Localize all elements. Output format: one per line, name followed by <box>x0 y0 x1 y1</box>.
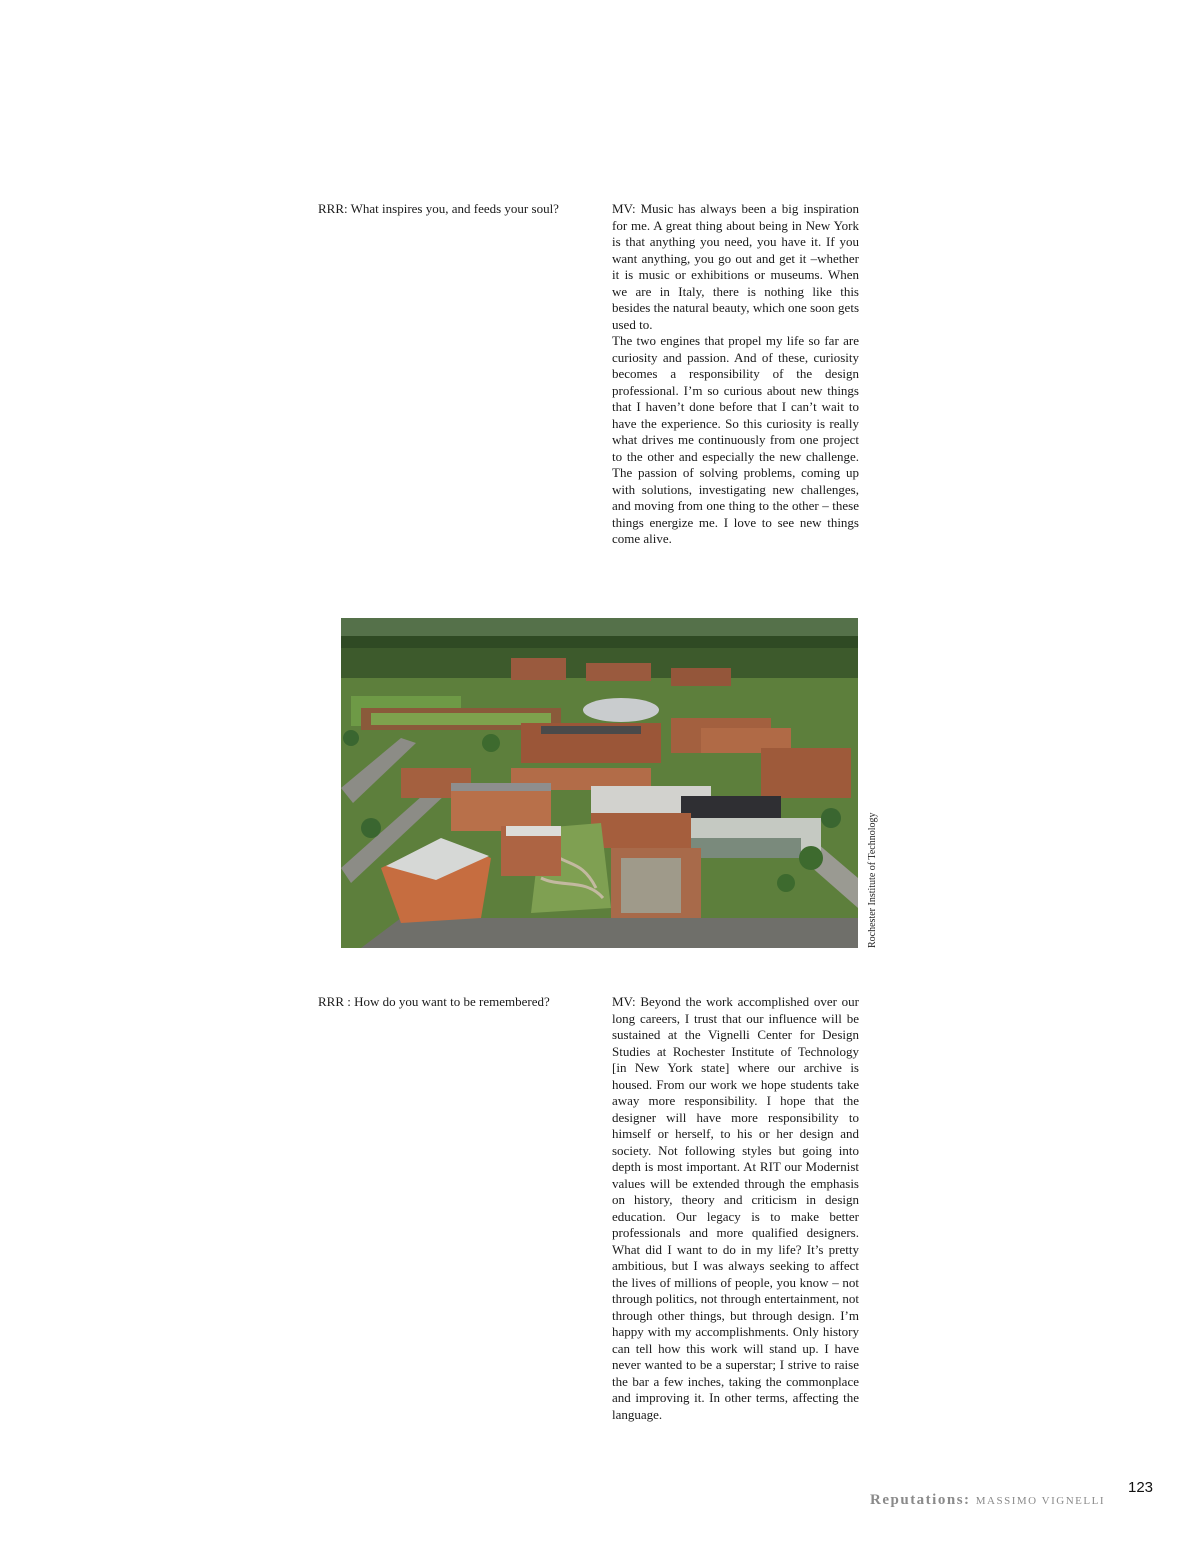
answer-1-paragraph: The two engines that propel my life so far are curiosity and passion. And of these, curiosity becomes a responsibility of the design professional. I’m so curious about new things that I haven’t done before that I can’t wait to have the experience. So this curiosity is really what drives me continuously from one project to the other and especially the new challenge. The passion of solving problems, coming up with solutions, investigating new challenges, and moving from one thing to the other – these things energize me. I love to see new things come alive. <box>612 333 859 546</box>
answer-1 <box>612 201 859 548</box>
answer-1-paragraph: MV: Music has always been a big inspiration for me. A great thing about being in New York is that anything you need, you have it. If you want anything, you go out and get it –whether it is music or exhibitions or museums. When we are in Italy, there is nothing like this besides the natural beauty, which one soon gets used to. <box>612 201 859 332</box>
running-footer <box>870 1492 1105 1509</box>
footer-subject: MASSIMO VIGNELLI <box>975 1495 1105 1507</box>
answer-2-paragraph: MV: Beyond the work accomplished over our long careers, I trust that our influence will be sustained at the Vignelli Center for Design Studies at Rochester Institute of Technology [in New York state] where our archive is housed. From our work we hope students take away more responsibility. I hope that the designer will have more responsibility to himself or herself, to his or her design and society. Not following styles but going into depth is most important. At RIT our Modernist values will be extended through the emphasis on history, theory and criticism in design education. Our legacy is to make better professionals and more qualified designers. What did I want to do in my life? It’s pretty ambitious, but I was always seeking to affect the lives of millions of people, you know – not through politics, not through entertainment, not through other things, but through design. I’m happy with my accomplishments. Only history can tell how this work will stand up. I have never wanted to be a superstar; I strive to raise the bar a few inches, taking the commonplace and improving it. In other terms, affecting the language. <box>612 994 859 1422</box>
page-number: 123 <box>1128 1479 1154 1496</box>
campus-aerial-photo <box>341 618 858 948</box>
answer-2 <box>612 994 859 1423</box>
photo-credit: Rochester Institute of Technology <box>867 812 878 948</box>
question-1: RRR: What inspires you, and feeds your soul? <box>318 201 559 216</box>
footer-section: Reputations: <box>870 1492 971 1508</box>
question-2: RRR : How do you want to be remembered? <box>318 994 550 1009</box>
